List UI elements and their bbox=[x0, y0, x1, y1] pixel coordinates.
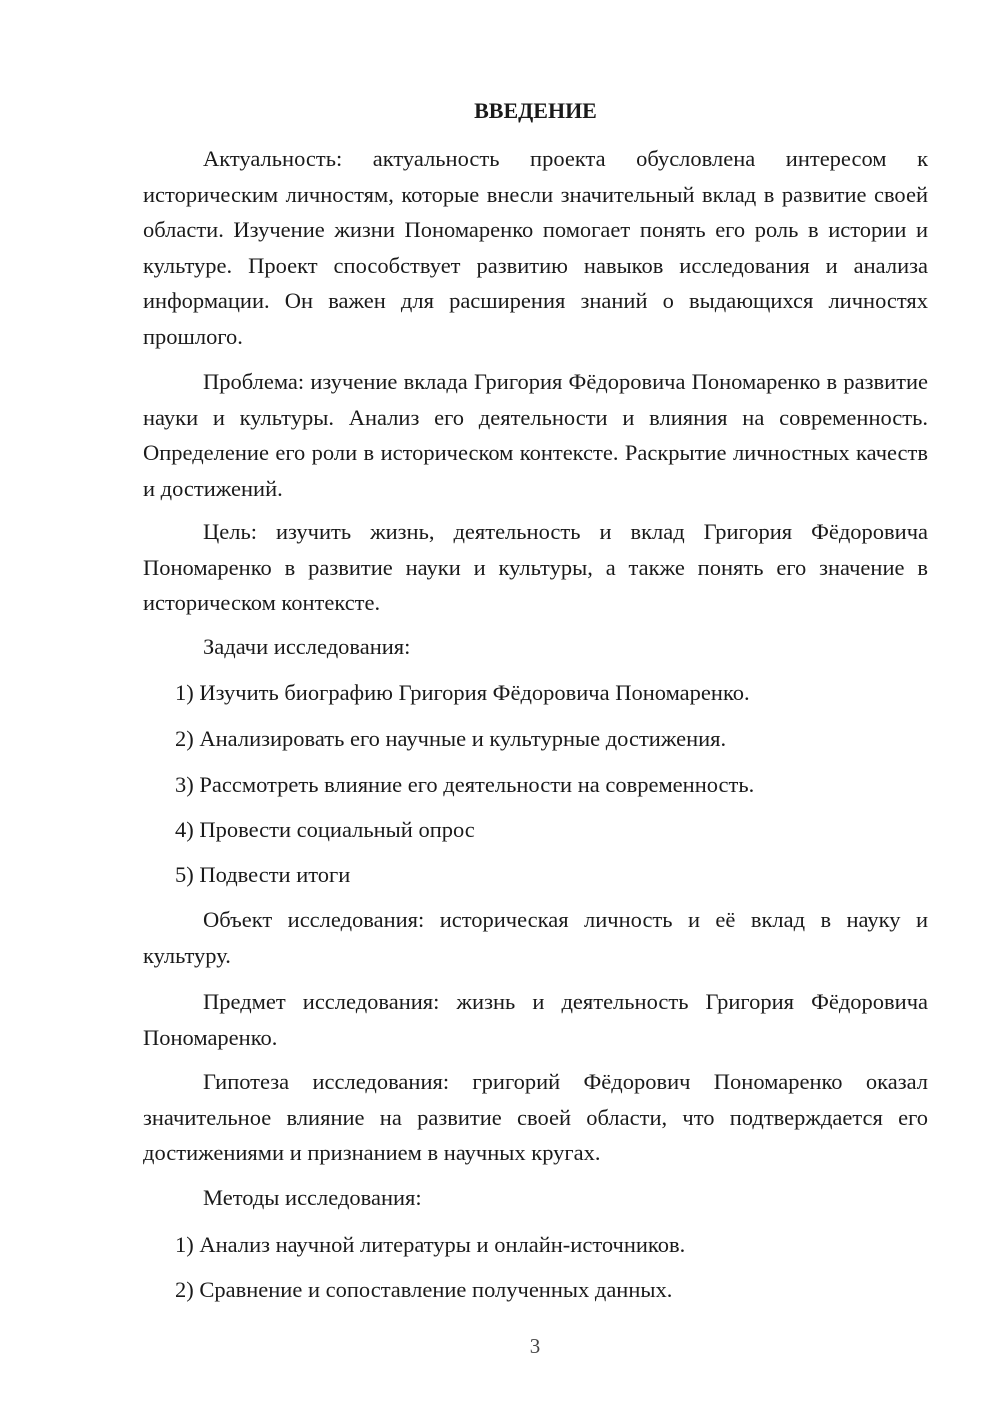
task-item-3: 3) Рассмотреть влияние его деятельности на современность. bbox=[175, 772, 755, 797]
paragraph-hypothesis: Гипотеза исследования: григорий Фёдорович Пономаренко оказал значительное влияние на развитие своей области, что подтверждается его достижениями и признанием в научных кругах. bbox=[143, 1069, 928, 1165]
paragraph-object: Объект исследования: историческая личность и её вклад в науку и культуру. bbox=[143, 907, 928, 968]
tasks-intro: Задачи исследования: bbox=[203, 634, 411, 659]
task-item-4: 4) Провести социальный опрос bbox=[175, 817, 475, 842]
task-item-2: 2) Анализировать его научные и культурные достижения. bbox=[175, 726, 727, 751]
methods-intro: Методы исследования: bbox=[203, 1185, 422, 1210]
task-item-5: 5) Подвести итоги bbox=[175, 862, 351, 887]
paragraph-relevance: Актуальность: актуальность проекта обусловлена интересом к историческим личностям, которые внесли значительный вклад в развитие своей области. Изучение жизни Пономаренко помогает понять его роль в истории и культуре. Проект способствует развитию навыков исследования и анализа информации. Он важен для расширения знаний о выдающихся личностях прошлого. bbox=[143, 146, 928, 349]
method-item-1: 1) Анализ научной литературы и онлайн-источников. bbox=[175, 1232, 686, 1257]
page-number: 3 bbox=[529, 1334, 541, 1358]
paragraph-goal: Цель: изучить жизнь, деятельность и вклад Григория Фёдоровича Пономаренко в развитие науки и культуры, а также понять его значение в историческом контексте. bbox=[143, 519, 928, 615]
task-item-1: 1) Изучить биографию Григория Фёдоровича Пономаренко. bbox=[175, 680, 750, 705]
paragraph-problem: Проблема: изучение вклада Григория Фёдоровича Пономаренко в развитие науки и культуры. Анализ его деятельности и влияния на современность. Определение его роли в историческом контексте. Раскрытие личностных качеств и достижений. bbox=[143, 369, 928, 501]
paragraph-subject: Предмет исследования: жизнь и деятельность Григория Фёдоровича Пономаренко. bbox=[143, 989, 928, 1050]
section-heading: ВВЕДЕНИЕ bbox=[474, 98, 597, 123]
method-item-2: 2) Сравнение и сопоставление полученных данных. bbox=[175, 1277, 673, 1302]
